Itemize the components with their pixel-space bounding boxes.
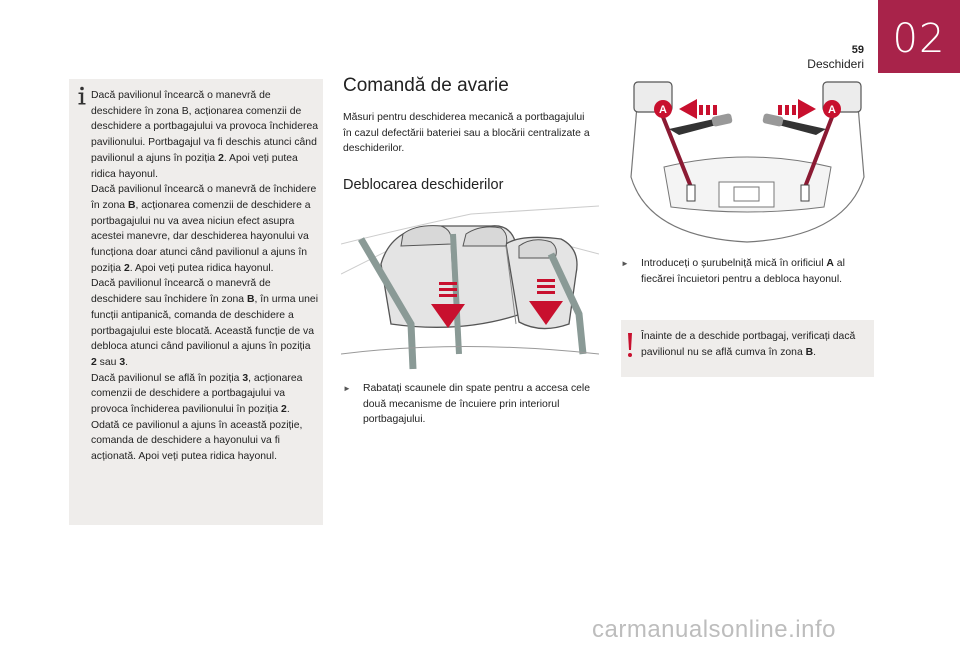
step-rabatati: ► Rabatați scaunele din spate pentru a accesa cele două mecanisme de încuiere prin interiorul portbagajului. [343, 383, 591, 426]
warning-text: Înainte de a deschide portbagaj, verificați dacă pavilionul nu se află cumva în zona B. [641, 331, 856, 358]
info-text [91, 88, 319, 465]
rear-seats-illustration [341, 204, 599, 374]
info-paragraph: Dacă pavilionul se află în poziția 3, acționarea comenzii de deschidere a portbagajului va provoca închiderea pavilionului în poziția 2. Odată ce pavilionul a ajuns în această poziție, comanda de deschidere a hayonului va fi acționată. Apoi veți putea ridica hayonul. [91, 372, 303, 463]
page-number: 59 [851, 44, 864, 56]
warning-icon [624, 331, 636, 359]
intro-text: Măsuri pentru deschiderea mecanică a portbagajului în cazul defectării bateriei sau a blocării centralizate a deschiderilor. [343, 112, 590, 155]
bullet-triangle-icon: ► [343, 384, 351, 393]
subsection-title: Deblocarea deschiderilor [343, 177, 504, 193]
trunk-locks-illustration [619, 77, 876, 247]
svg-text:A: A [828, 104, 836, 116]
info-paragraph: Dacă pavilionul încearcă o manevră de închidere în zona B, acționarea comenzii de deschidere a portbagajului nu va avea niciun efect asupra acestei manevre, dar deschiderea hayonului va funcționa doar atunci când pavilionul a ajuns în poziția 2. Apoi veți putea ridica hayonul. [91, 184, 317, 274]
section-name: Deschideri [807, 57, 864, 71]
watermark: carmanualsonline.info [592, 616, 836, 643]
callout-a-left [654, 100, 672, 118]
section-title: Comandă de avarie [343, 75, 509, 96]
step-introduceti: ► Introduceți o șurubelniță mică în orificiul A al fiecărei încuietori pentru a debloca hayonul. [621, 258, 845, 285]
info-paragraph: Dacă pavilionul încearcă o manevră de deschidere în zona B, acționarea comenzii de deschidere a portbagajului va provoca închiderea pavilionului. Portbagajul va fi deschis atunci când pavilionul a ajuns în poziția 2. Apoi veți putea ridica hayonul. [91, 90, 319, 180]
chapter-tab: 02 [878, 0, 960, 73]
svg-text:A: A [659, 104, 667, 116]
bullet-triangle-icon: ► [621, 259, 629, 268]
info-icon [75, 86, 89, 106]
callout-a-right [823, 100, 841, 118]
info-paragraph: Dacă pavilionul încearcă o manevră de deschidere sau închidere în zona B, în urma unei funcții antipanică, comanda de deschidere a portbagajului este blocată. Această funcție de va debloca atunci când pavilionul a ajuns în poziția 2 sau 3. [91, 278, 319, 368]
